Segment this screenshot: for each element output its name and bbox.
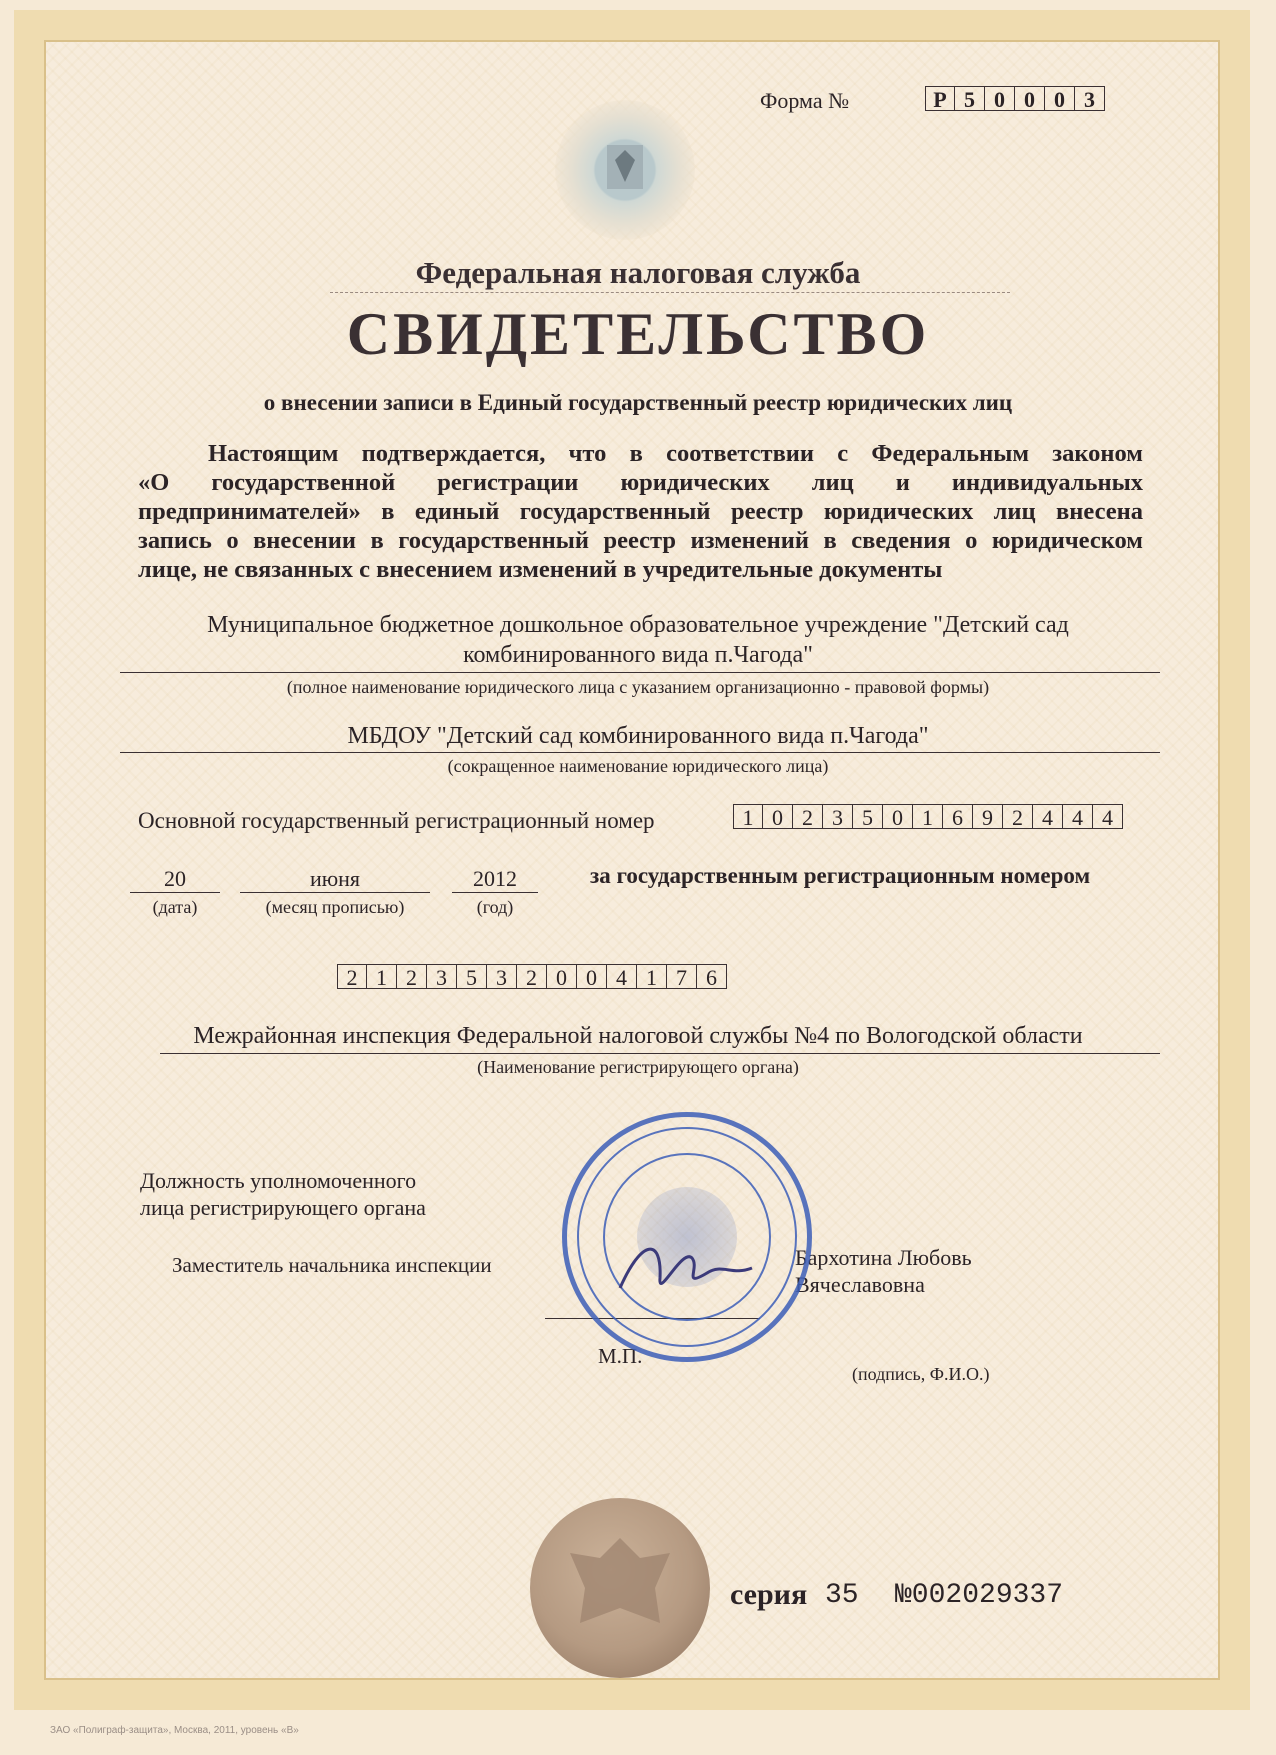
handwritten-signature-icon: [612, 1228, 762, 1308]
grn-cell: 4: [607, 964, 637, 989]
forma-cell: 5: [955, 86, 985, 111]
forma-code: [925, 86, 1105, 111]
date-day: 20: [164, 866, 186, 891]
date-month-caption: (месяц прописью): [265, 897, 405, 917]
body-line: лице, не связанных с внесением изменений в учредительные документы: [138, 556, 943, 583]
date-year: 2012: [473, 866, 517, 891]
grn-cell: 2: [397, 964, 427, 989]
ogrn-cell: 2: [1003, 804, 1033, 829]
grn-cell: 0: [547, 964, 577, 989]
series-number: №002029337: [895, 1580, 1064, 1611]
official-name-2: Вячеславовна: [795, 1272, 925, 1297]
forma-cell: 0: [985, 86, 1015, 111]
ogrn-cell: 1: [913, 804, 943, 829]
grn-cell: 3: [487, 964, 517, 989]
full-name-underline: [120, 672, 1160, 673]
signature-caption: (подпись, Ф.И.О.): [852, 1364, 990, 1384]
series-label: серия: [730, 1578, 808, 1611]
authority-caption: (Наименование регистрирующего органа): [477, 1057, 799, 1077]
ogrn-cell: 4: [1063, 804, 1093, 829]
ogrn-cell: 1: [733, 804, 763, 829]
grn-cell: 2: [337, 964, 367, 989]
date-month-underline: [240, 892, 430, 893]
ogrn-cell: 2: [793, 804, 823, 829]
body-line: Настоящим подтверждается, что в соответствии с Федеральным законом: [208, 440, 1143, 467]
ogrn-label: Основной государственный регистрационный номер: [138, 808, 655, 833]
grn-cell: 2: [517, 964, 547, 989]
ogrn-cell: 6: [943, 804, 973, 829]
ogrn-cell: 9: [973, 804, 1003, 829]
series-value: 35: [825, 1580, 859, 1611]
grn-cell: 0: [577, 964, 607, 989]
short-name-underline: [120, 752, 1160, 753]
grn-cells: [337, 964, 727, 989]
body-line: «О государственной регистрации юридических лиц и индивидуальных: [138, 469, 1143, 496]
full-name-line-1: Муниципальное бюджетное дошкольное образовательное учреждение "Детский сад: [207, 612, 1069, 638]
date-day-underline: [130, 892, 220, 893]
full-name-caption: (полное наименование юридического лица с указанием организационно - правовой формы): [286, 677, 990, 697]
mp-label: М.П.: [598, 1344, 643, 1368]
forma-cell: Р: [925, 86, 955, 111]
body-line: предпринимателей» в единый государственный реестр юридических лиц внесена: [138, 498, 1143, 525]
gold-emblem-icon: [530, 1498, 710, 1678]
full-name-line-2: комбинированного вида п.Чагода": [463, 642, 813, 668]
agency-name: Федеральная налоговая служба: [415, 255, 861, 290]
ogrn-cell: 4: [1093, 804, 1123, 829]
short-name-caption: (сокращенное наименование юридического лица): [447, 756, 829, 776]
forma-cell: 3: [1075, 86, 1105, 111]
position-label-1: Должность уполномоченного: [140, 1168, 417, 1193]
official-name-1: Бархотина Любовь: [795, 1245, 972, 1270]
ogrn-cell: 0: [763, 804, 793, 829]
forma-label: Форма №: [760, 88, 850, 113]
document-subtitle: о внесении записи в Единый государственный реестр юридических лиц: [263, 390, 1013, 415]
forma-cell: 0: [1045, 86, 1075, 111]
date-month: июня: [309, 866, 361, 891]
grn-cell: 5: [457, 964, 487, 989]
body-line: запись о внесении в государственный реестр изменений в сведения о юридическом: [138, 527, 1143, 554]
date-day-caption: (дата): [152, 897, 198, 917]
document-title: СВИДЕТЕЛЬСТВО: [346, 301, 930, 367]
authority-name: Межрайонная инспекция Федеральной налоговой службы №4 по Вологодской области: [193, 1023, 1083, 1049]
grn-intro: за государственным регистрационным номером: [590, 863, 1091, 888]
ogrn-cells: [733, 804, 1123, 829]
position-label-2: лица регистрирующего органа: [140, 1195, 426, 1220]
ogrn-cell: 5: [853, 804, 883, 829]
hologram-emblem-icon: [555, 100, 695, 240]
short-name: МБДОУ "Детский сад комбинированного вида п.Чагода": [347, 723, 929, 749]
header-divider: [330, 292, 1010, 293]
authority-underline: [160, 1053, 1160, 1054]
ogrn-cell: 3: [823, 804, 853, 829]
grn-cell: 3: [427, 964, 457, 989]
position-value: Заместитель начальника инспекции: [172, 1253, 492, 1277]
ogrn-cell: 4: [1033, 804, 1063, 829]
forma-cell: 0: [1015, 86, 1045, 111]
grn-cell: 7: [667, 964, 697, 989]
grn-cell: 1: [637, 964, 667, 989]
printer-footer: ЗАО «Полиграф-защита», Москва, 2011, уровень «В»: [50, 1725, 299, 1736]
grn-cell: 6: [697, 964, 727, 989]
date-year-underline: [452, 892, 538, 893]
date-year-caption: (год): [476, 897, 514, 917]
ogrn-cell: 0: [883, 804, 913, 829]
grn-cell: 1: [367, 964, 397, 989]
